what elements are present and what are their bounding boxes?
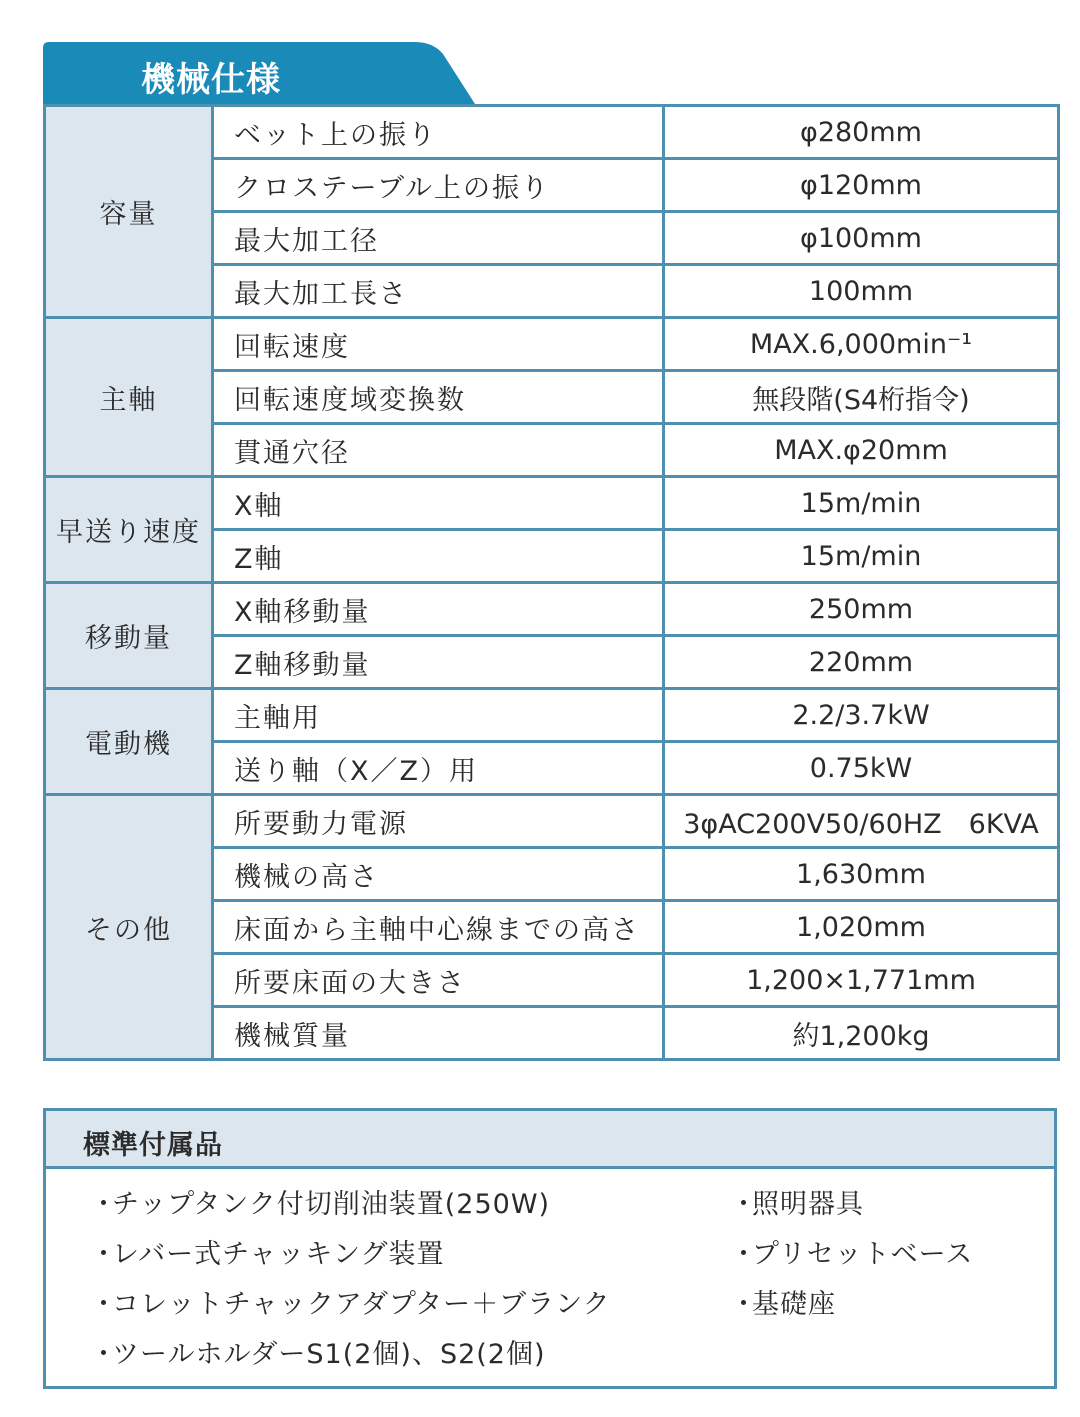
accessory-label: ツールホルダーS1(2個)、S2(2個): [112, 1339, 546, 1370]
bullet-icon: ・: [90, 1339, 118, 1370]
spec-item-label: 送り軸（X／Z）用: [213, 742, 664, 795]
spec-item-value: φ100mm: [664, 212, 1059, 265]
spec-item-label: 回転速度域変換数: [213, 371, 664, 424]
accessories-title: 標準付属品: [83, 1130, 223, 1161]
spec-item-value: φ280mm: [664, 106, 1059, 159]
spec-item-value: 1,200×1,771mm: [664, 954, 1059, 1007]
spec-row: [45, 477, 1059, 530]
page-title: 機械仕様: [141, 60, 281, 100]
spec-item-label: 貫通穴径: [213, 424, 664, 477]
accessory-label: 基礎座: [752, 1289, 836, 1320]
spec-item-value: 約1,200kg: [664, 1007, 1059, 1060]
accessory-item: [90, 1182, 611, 1232]
accessory-label: レバー式チャッキング装置: [112, 1239, 445, 1270]
spec-table: [43, 104, 1060, 1061]
spec-item-label: クロステーブル上の振り: [213, 159, 664, 212]
bullet-icon: ・: [90, 1239, 118, 1270]
accessories-body: [43, 1164, 1057, 1389]
spec-item-label: 機械質量: [213, 1007, 664, 1060]
spec-item-label: Z軸移動量: [213, 636, 664, 689]
spec-item-label: 回転速度: [213, 318, 664, 371]
spec-item-label: 所要動力電源: [213, 795, 664, 848]
spec-item-value: 0.75kW: [664, 742, 1059, 795]
spec-item-value: 250mm: [664, 583, 1059, 636]
accessory-label: チップタンク付切削油装置(250W): [112, 1189, 551, 1220]
spec-item-label: X軸: [213, 477, 664, 530]
spec-item-value: MAX.φ20mm: [664, 424, 1059, 477]
accessory-item: [90, 1332, 611, 1382]
spec-item-value: 2.2/3.7kW: [664, 689, 1059, 742]
spec-category: 主軸: [45, 318, 213, 477]
spec-item-value: 220mm: [664, 636, 1059, 689]
accessories-header: [43, 1108, 1057, 1169]
accessory-label: 照明器具: [752, 1189, 864, 1220]
spec-category: その他: [45, 795, 213, 1060]
spec-category: 早送り速度: [45, 477, 213, 583]
spec-row: [45, 795, 1059, 848]
bullet-icon: ・: [90, 1289, 118, 1320]
spec-category: 移動量: [45, 583, 213, 689]
spec-item-value: 3φAC200V50/60HZ 6KVA: [664, 795, 1059, 848]
spec-table-body: [45, 106, 1059, 1060]
bullet-icon: ・: [90, 1189, 118, 1220]
accessory-item: [90, 1232, 611, 1282]
accessory-label: コレットチャックアダプター＋ブランク: [112, 1289, 611, 1320]
spec-item-value: 15m/min: [664, 530, 1059, 583]
accessory-item: [90, 1282, 611, 1332]
spec-item-label: ベット上の振り: [213, 106, 664, 159]
accessory-label: プリセットベース: [752, 1239, 974, 1270]
spec-item-label: 最大加工長さ: [213, 265, 664, 318]
spec-category: 電動機: [45, 689, 213, 795]
spec-item-value: 1,020mm: [664, 901, 1059, 954]
spec-item-value: 無段階(S4桁指令): [664, 371, 1059, 424]
spec-item-label: 主軸用: [213, 689, 664, 742]
title-tab: [43, 42, 475, 104]
spec-row: [45, 106, 1059, 159]
spec-item-value: 100mm: [664, 265, 1059, 318]
spec-item-label: Z軸: [213, 530, 664, 583]
spec-item-value: 1,630mm: [664, 848, 1059, 901]
spec-item-label: 床面から主軸中心線までの高さ: [213, 901, 664, 954]
spec-item-label: 所要床面の大きさ: [213, 954, 664, 1007]
accessories-list-left: [90, 1182, 611, 1382]
spec-row: [45, 583, 1059, 636]
spec-item-label: 機械の高さ: [213, 848, 664, 901]
spec-item-label: 最大加工径: [213, 212, 664, 265]
spec-item-value: φ120mm: [664, 159, 1059, 212]
spec-item-value: MAX.6,000min⁻¹: [664, 318, 1059, 371]
accessory-item: [730, 1282, 973, 1332]
bullet-icon: ・: [730, 1289, 758, 1320]
spec-row: [45, 318, 1059, 371]
spec-item-label: X軸移動量: [213, 583, 664, 636]
bullet-icon: ・: [730, 1239, 758, 1270]
accessories-list-right: [730, 1182, 973, 1332]
bullet-icon: ・: [730, 1189, 758, 1220]
spec-category: 容量: [45, 106, 213, 318]
spec-row: [45, 689, 1059, 742]
spec-item-value: 15m/min: [664, 477, 1059, 530]
accessory-item: [730, 1232, 973, 1282]
accessory-item: [730, 1182, 973, 1232]
